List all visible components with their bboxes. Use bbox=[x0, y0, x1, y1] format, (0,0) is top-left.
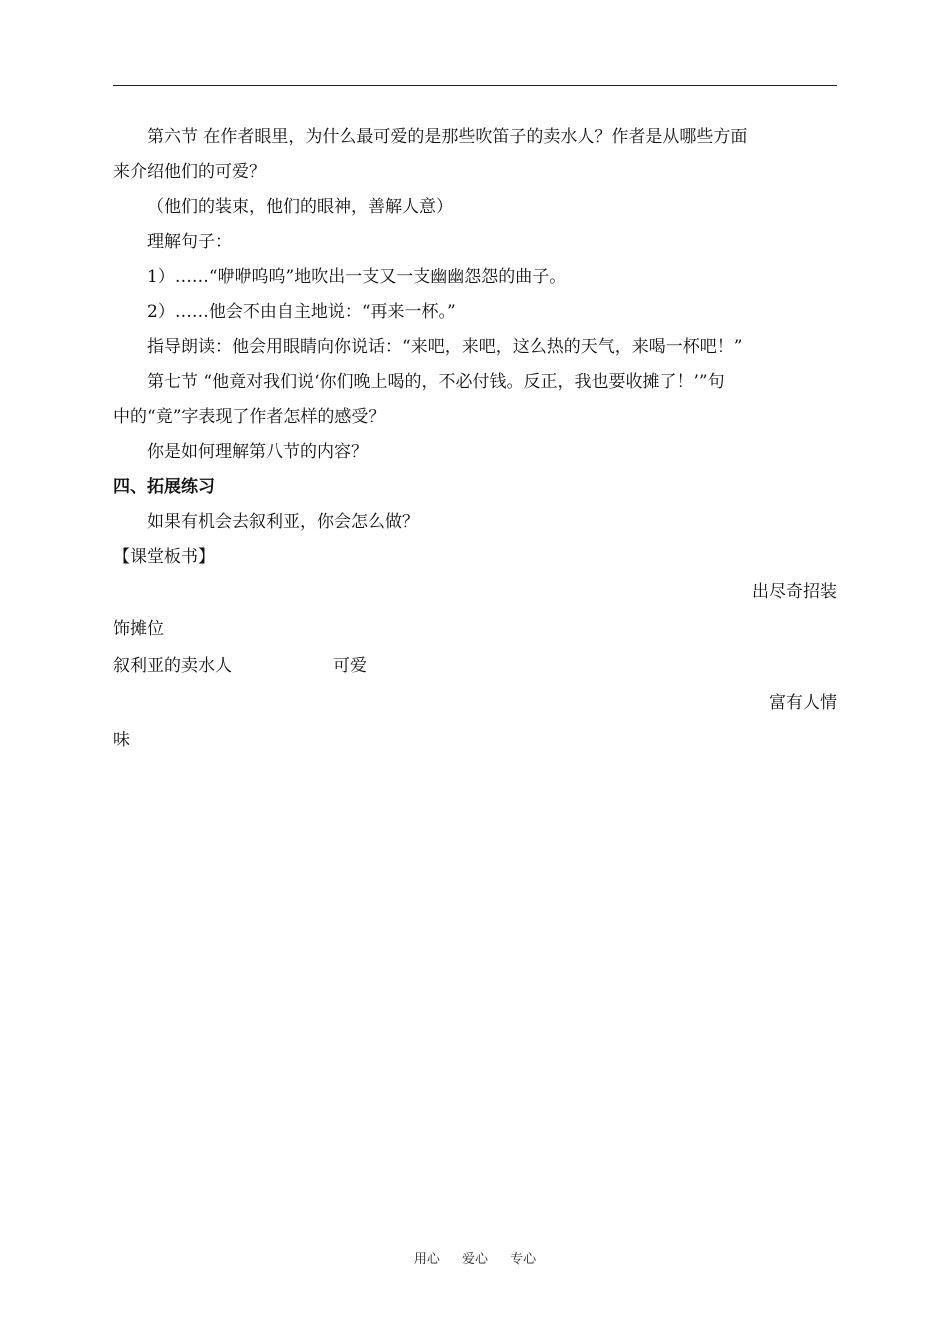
page-footer bbox=[0, 1248, 950, 1267]
reading-guide: 指导朗读：他会用眼睛向你说话：“来吧，来吧，这么热的天气，来喝一杯吧！” bbox=[147, 337, 743, 357]
section7-question-line1: 第七节 “他竟对我们说‘你们晚上喝的，不必付钱。反正，我也要收摊了！’”句 bbox=[147, 372, 725, 392]
header-rule bbox=[113, 85, 837, 86]
sentence-1: 1）……“咿咿呜呜”地吹出一支又一支幽幽怨怨的曲子。 bbox=[147, 267, 567, 287]
board-left-line-2 bbox=[113, 723, 837, 760]
extension-question: 如果有机会去叙利亚，你会怎么做？ bbox=[147, 512, 419, 532]
footer-item: 用心 bbox=[413, 1252, 440, 1267]
footer-item: 专心 bbox=[510, 1252, 537, 1267]
board-text-left1: 饰摊位 bbox=[113, 619, 164, 639]
board-keyword: 可爱 bbox=[333, 656, 367, 676]
footer-item: 爱心 bbox=[461, 1252, 488, 1267]
section6-question-line1: 第六节 在作者眼里，为什么最可爱的是那些吹笛子的卖水人？作者是从哪些方面 bbox=[147, 127, 748, 147]
document-body bbox=[113, 120, 837, 760]
section6-answer: （他们的装束，他们的眼神，善解人意） bbox=[147, 197, 453, 217]
board-text-right2: 富有人情 bbox=[769, 693, 837, 713]
board-right-line-2 bbox=[113, 686, 837, 723]
board-right-line-1 bbox=[113, 575, 837, 612]
understand-label: 理解句子： bbox=[147, 232, 232, 252]
board-heading: 【课堂板书】 bbox=[113, 547, 215, 567]
section7-question-line2: 中的“竟”字表现了作者怎样的感受？ bbox=[113, 407, 386, 427]
board-text-right1: 出尽奇招装 bbox=[752, 582, 837, 602]
extension-heading: 四、拓展练习 bbox=[113, 477, 215, 497]
board-text-left2: 味 bbox=[113, 730, 130, 750]
section8-question: 你是如何理解第八节的内容？ bbox=[147, 442, 368, 462]
sentence-2: 2）……他会不由自主地说：“再来一杯。” bbox=[147, 302, 456, 322]
section6-question-line2: 来介绍他们的可爱？ bbox=[113, 162, 266, 182]
board-left-line-1 bbox=[113, 612, 837, 649]
board-title: 叙利亚的卖水人 bbox=[113, 656, 232, 676]
board-main-line bbox=[113, 649, 837, 686]
